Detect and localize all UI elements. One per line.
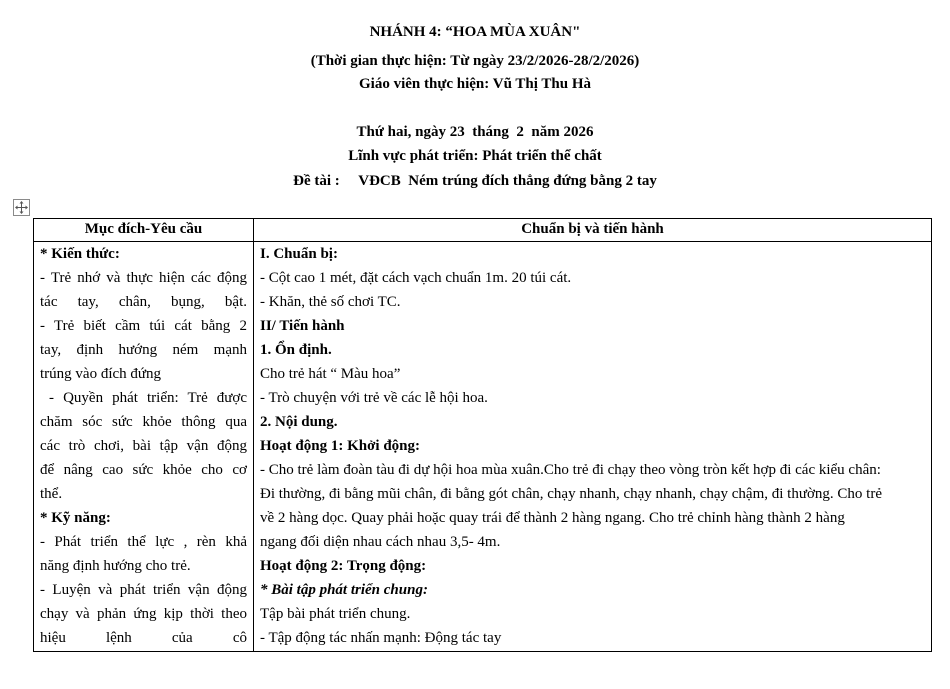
preparation-cell xyxy=(254,242,932,652)
objective-line: năng định hướng cho trẻ. xyxy=(40,558,191,574)
stabilize-heading: 1. Ổn định. xyxy=(260,342,332,358)
objective-line: các trò chơi, bài tập vận động xyxy=(40,438,247,454)
procedure-line: - Khăn, thẻ số chơi TC. xyxy=(260,294,401,310)
general-exercise-heading: * Bài tập phát triển chung: xyxy=(260,582,428,598)
objective-line: - Quyền phát triển: Trẻ được xyxy=(40,390,247,406)
procedure-line: - Cho trẻ làm đoàn tàu đi dự hội hoa mùa xuân.Cho trẻ đi chạy theo vòng tròn kết hợp đi các kiểu chân: xyxy=(260,462,881,478)
development-field: Lĩnh vực phát triển: Phát triển thể chất xyxy=(348,148,602,164)
procedure-line: - Cột cao 1 mét, đặt cách vạch chuẩn 1m. 20 túi cát. xyxy=(260,270,572,286)
objective-line: trúng vào đích đứng xyxy=(40,366,162,382)
move-arrows-icon xyxy=(14,200,29,215)
table-row xyxy=(34,242,932,652)
objective-line: - Trẻ biết cầm túi cát bằng 2 xyxy=(40,318,247,334)
procedure-line: - Tập động tác nhấn mạnh: Động tác tay xyxy=(260,630,502,646)
objective-line: - Phát triển thể lực , rèn khả xyxy=(40,534,247,550)
column-header-objectives: Mục đích-Yêu cầu xyxy=(34,219,254,242)
lesson-topic: Đề tài : VĐCB Ném trúng đích thẳng đứng bằng 2 tay xyxy=(293,173,657,189)
lesson-date: Thứ hai, ngày 23 tháng 2 năm 2026 xyxy=(356,124,594,140)
knowledge-heading: * Kiến thức: xyxy=(40,246,120,262)
procedure-line: Cho trẻ hát “ Màu hoa” xyxy=(260,366,401,382)
activity-1-heading: Hoạt động 1: Khởi động: xyxy=(260,438,421,454)
teacher-name: Giáo viên thực hiện: Vũ Thị Thu Hà xyxy=(359,76,591,92)
table-header-row xyxy=(34,219,932,242)
skills-heading: * Kỹ năng: xyxy=(40,510,111,526)
time-period: (Thời gian thực hiện: Từ ngày 23/2/2026-28/2/2026) xyxy=(310,53,640,69)
activity-2-heading: Hoạt động 2: Trọng động: xyxy=(260,558,427,574)
objective-line: - Trẻ nhớ và thực hiện các động xyxy=(40,270,247,286)
objectives-cell xyxy=(34,242,254,652)
procedure-line: ngang đối diện nhau cách nhau 3,5- 4m. xyxy=(260,534,501,550)
objective-line: chăm sóc sức khỏe thông qua xyxy=(40,414,247,430)
objective-line: chạy và phản ứng kịp thời theo xyxy=(40,606,247,622)
procedure-line: - Trò chuyện với trẻ về các lễ hội hoa. xyxy=(260,390,488,406)
lesson-plan-table xyxy=(33,218,932,652)
objective-line: hiệu lệnh của cô xyxy=(40,630,247,646)
objective-line: thể. xyxy=(40,486,63,502)
content-heading: 2. Nội dung. xyxy=(260,414,338,430)
procedure-heading: II/ Tiến hành xyxy=(260,318,345,334)
objective-line: - Luyện và phát triển vận động xyxy=(40,582,247,598)
preparation-heading: I. Chuẩn bị: xyxy=(260,246,338,262)
procedure-line: Tập bài phát triển chung. xyxy=(260,606,411,622)
objective-line: để nâng cao sức khỏe cho cơ xyxy=(40,462,247,478)
column-header-preparation: Chuẩn bị và tiến hành xyxy=(254,219,932,242)
procedure-line: về 2 hàng dọc. Quay phải hoặc quay trái để thành 2 hàng ngang. Cho trẻ chỉnh hàng thành 2 hàng xyxy=(260,510,845,526)
procedure-line: Đi thường, đi bằng mũi chân, đi bằng gót chân, chạy nhanh, chạy nhanh, chạy chậm, đi thường. Cho trẻ xyxy=(260,486,882,502)
branch-title: NHÁNH 4: “HOA MÙA XUÂN" xyxy=(369,24,581,40)
objective-line: tác tay, chân, bụng, bật. xyxy=(40,294,247,310)
table-move-handle[interactable] xyxy=(13,199,30,216)
objective-line: tay, định hướng ném mạnh xyxy=(40,342,247,358)
